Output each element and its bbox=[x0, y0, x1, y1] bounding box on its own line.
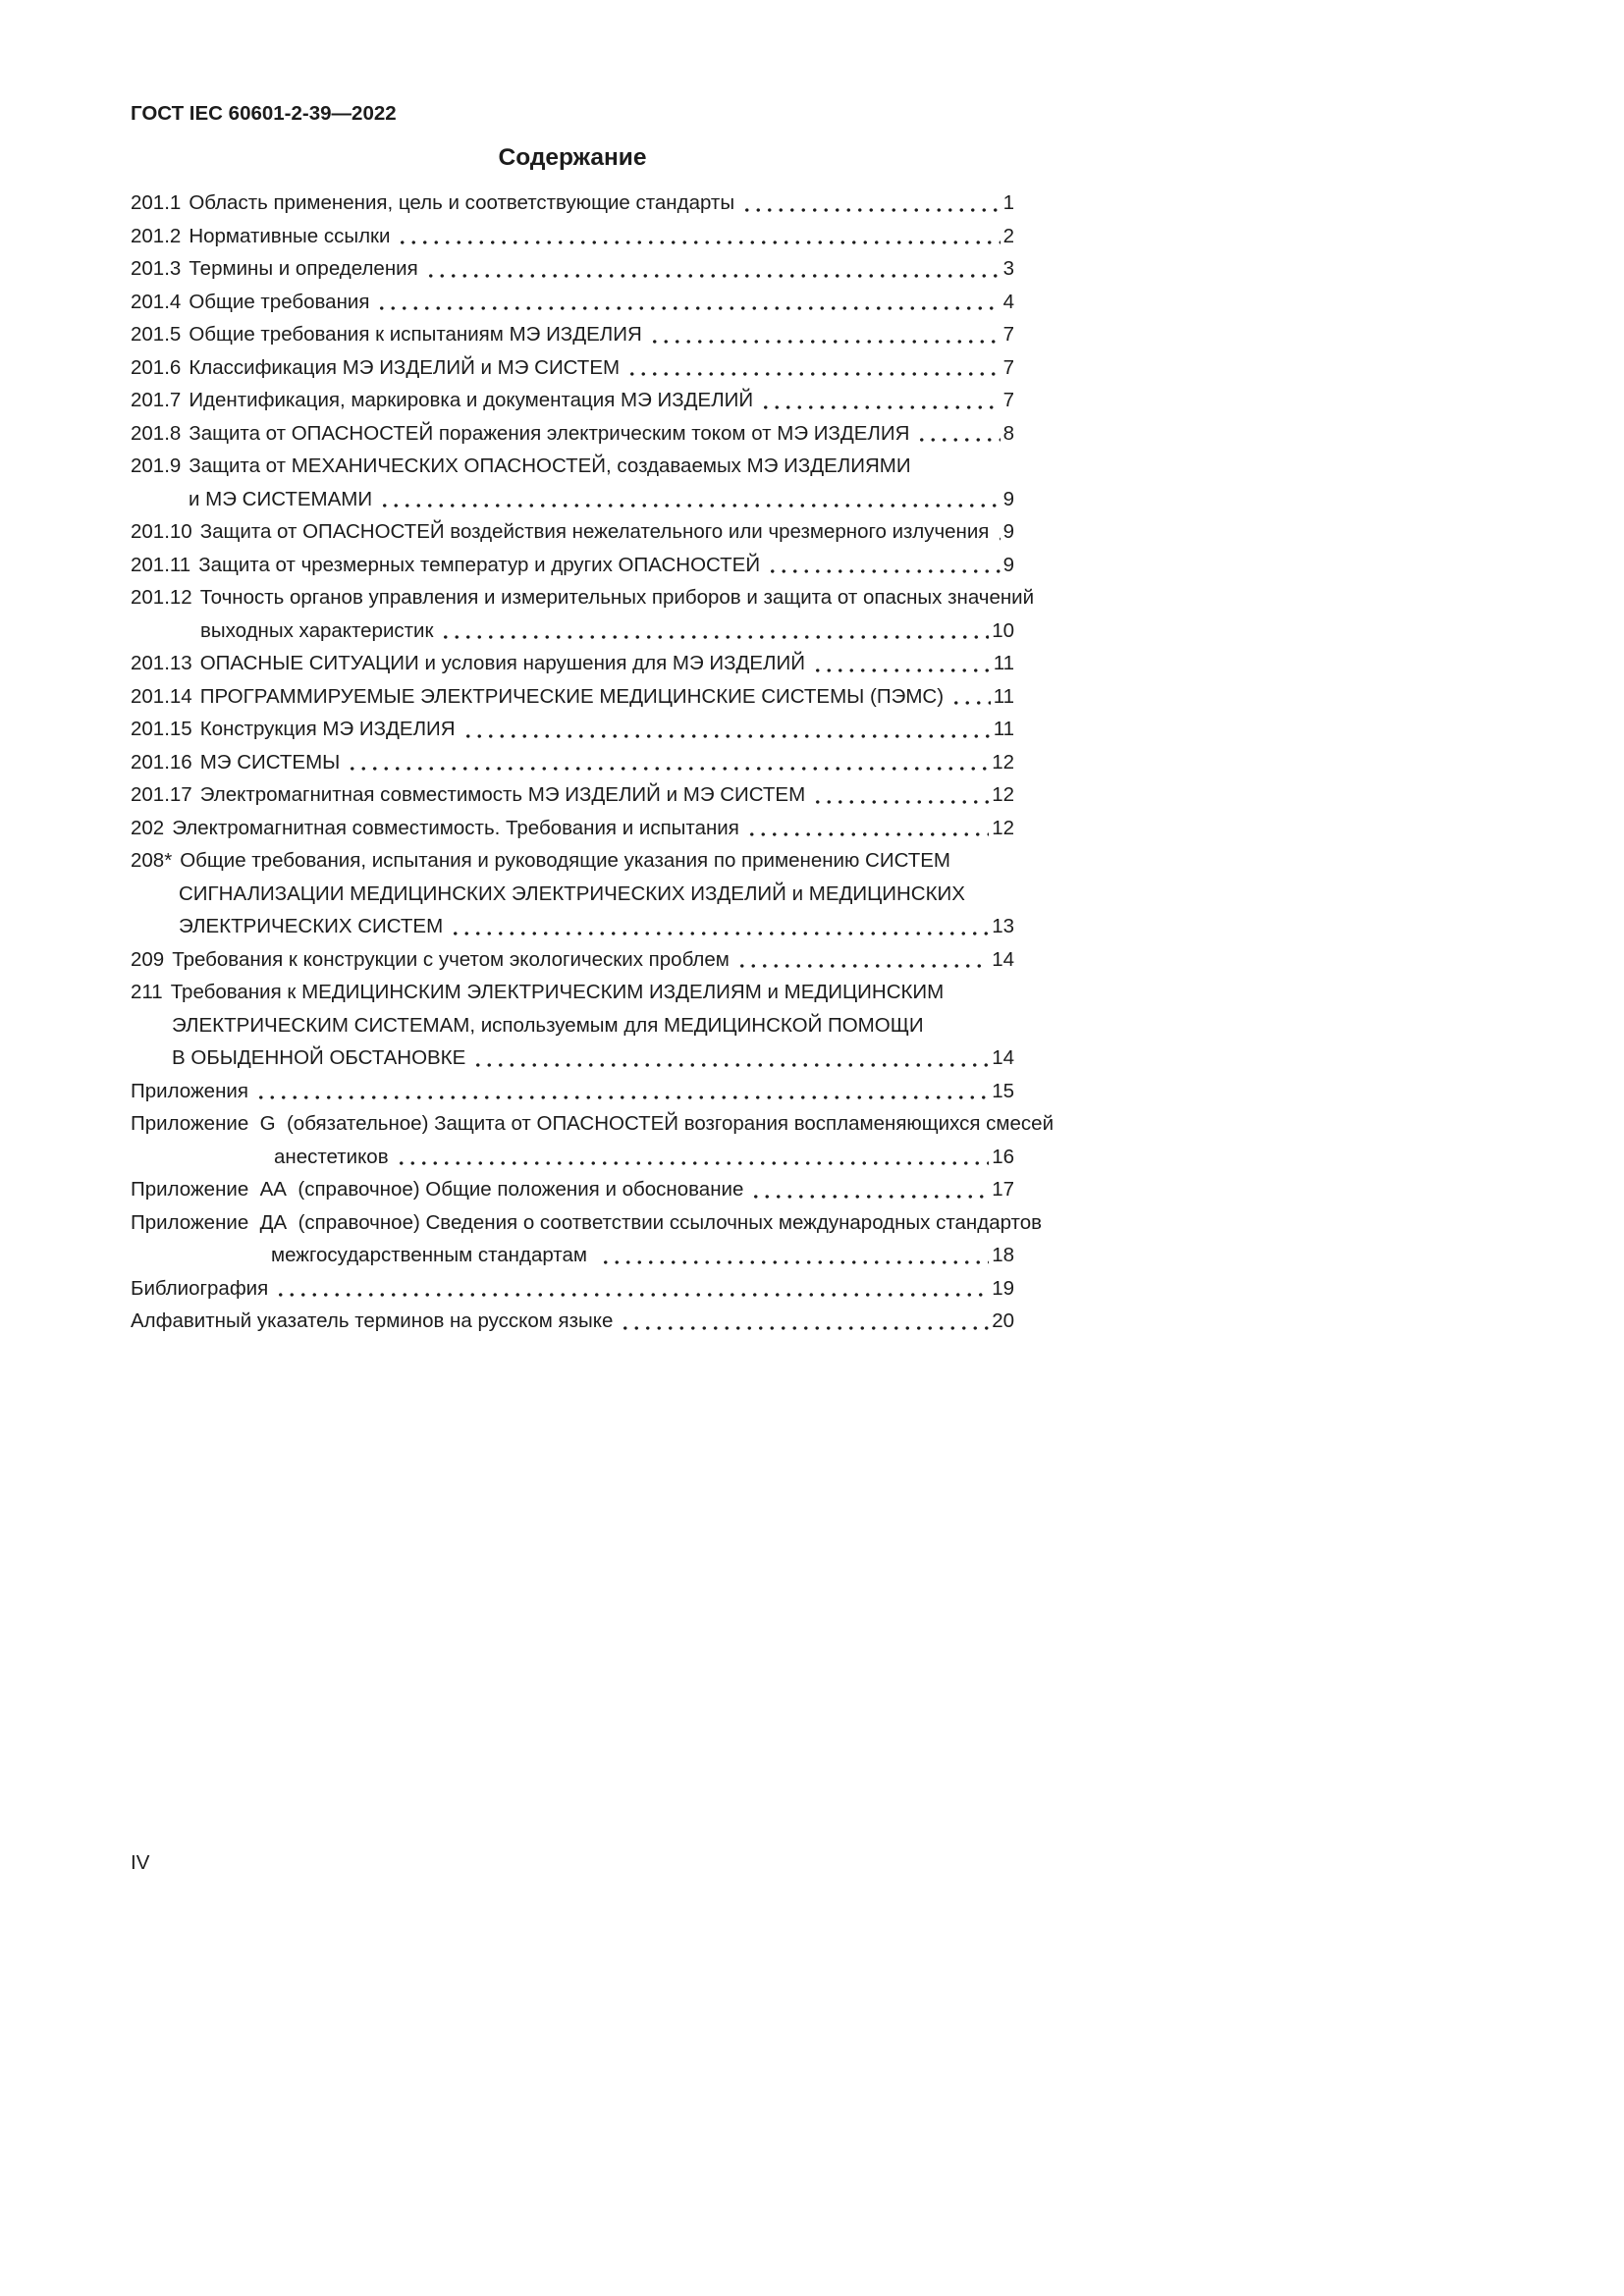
toc-line bbox=[131, 549, 1014, 582]
toc-dot-leader bbox=[448, 910, 989, 943]
toc-entry bbox=[131, 515, 1014, 549]
toc-entry-number: 201.5 bbox=[131, 323, 182, 346]
toc-entry-title: Приложение ДА (справочное) Сведения о соответствии ссылочных международных стандартов bbox=[131, 1210, 1043, 1234]
toc-entry-title: Защита от ОПАСНОСТЕЙ воздействия нежелательного или чрезмерного излучения bbox=[199, 520, 990, 543]
toc-page-number: 7 bbox=[1002, 323, 1014, 346]
toc-entry-number: 201.16 bbox=[131, 750, 192, 774]
toc-entry-number: 202 bbox=[131, 816, 165, 839]
toc-page-number: 18 bbox=[992, 1244, 1014, 1266]
toc-line bbox=[131, 318, 1014, 351]
toc-dot-leader bbox=[374, 286, 1000, 319]
toc-entry bbox=[131, 976, 1014, 1075]
toc-dot-leader bbox=[253, 1075, 989, 1108]
toc-entry-number: 201.14 bbox=[131, 684, 192, 708]
toc-line bbox=[131, 417, 1014, 451]
toc-page-number: 2 bbox=[1002, 224, 1014, 247]
toc-dot-leader bbox=[739, 187, 1001, 220]
toc-entry-title-continued: анестетиков bbox=[274, 1145, 389, 1168]
toc-entry-title: Общие требования, испытания и руководящие указания по применению СИСТЕМ bbox=[180, 849, 950, 872]
toc-entry-number: 201.1 bbox=[131, 191, 182, 214]
toc-dot-leader bbox=[598, 1239, 990, 1272]
folio-label: IV bbox=[131, 1851, 150, 1874]
toc-line bbox=[131, 384, 1014, 417]
toc-dot-leader bbox=[395, 220, 1000, 253]
toc-entry bbox=[131, 549, 1014, 582]
toc-entry-title: Электромагнитная совместимость МЭ ИЗДЕЛИЙ и МЭ СИСТЕМ bbox=[199, 783, 806, 806]
toc-entry-number: 201.8 bbox=[131, 421, 182, 445]
toc-dot-leader bbox=[618, 1305, 989, 1338]
toc-line bbox=[131, 713, 1014, 746]
toc-entry-title: ОПАСНЫЕ СИТУАЦИИ и условия нарушения для МЭ ИЗДЕЛИЙ bbox=[199, 652, 805, 674]
toc-title: Содержание bbox=[498, 144, 647, 171]
toc-dot-leader bbox=[624, 351, 1001, 385]
toc-page-number: 7 bbox=[1002, 389, 1014, 411]
toc-entry-title: Нормативные ссылки bbox=[189, 224, 391, 247]
toc-entry-number: 201.2 bbox=[131, 224, 182, 247]
toc-entry-title: Алфавитный указатель терминов на русском языке bbox=[131, 1309, 614, 1332]
toc-line bbox=[131, 187, 1014, 220]
toc-entry bbox=[131, 384, 1014, 417]
toc-entry-number: 201.15 bbox=[131, 718, 192, 740]
toc-page-number: 9 bbox=[1002, 487, 1014, 510]
toc-line bbox=[131, 910, 1014, 943]
toc-entry-title: Конструкция МЭ ИЗДЕЛИЯ bbox=[199, 718, 456, 740]
toc-entry-title: Библиография bbox=[131, 1276, 269, 1300]
toc-page-number: 11 bbox=[993, 684, 1014, 708]
toc-list bbox=[131, 187, 1055, 1338]
toc-dot-leader bbox=[345, 746, 989, 779]
toc-page-number: 1 bbox=[1002, 191, 1014, 214]
toc-page-number: 9 bbox=[1002, 520, 1014, 543]
toc-entry bbox=[131, 778, 1014, 812]
toc-line bbox=[131, 483, 1014, 516]
toc-entry-title: Приложение G (обязательное) Защита от ОПАСНОСТЕЙ возгорания воспламеняющихся смесей bbox=[131, 1112, 1055, 1135]
toc-line bbox=[131, 252, 1014, 286]
toc-entry bbox=[131, 450, 1014, 515]
toc-dot-leader bbox=[460, 713, 991, 746]
toc-line bbox=[131, 1305, 1014, 1338]
toc-page-number: 14 bbox=[992, 947, 1014, 971]
toc-page-number: 3 bbox=[1002, 257, 1014, 280]
toc-line bbox=[131, 680, 1014, 714]
toc-line bbox=[131, 1206, 1043, 1240]
toc-entry-title-continued: межгосударственным стандартам bbox=[271, 1244, 593, 1266]
toc-entry-number: 201.13 bbox=[131, 652, 192, 674]
toc-entry-number: 201.12 bbox=[131, 586, 192, 609]
doc-id: ГОСТ IEC 60601-2-39—2022 bbox=[131, 102, 397, 125]
toc-page-number: 13 bbox=[992, 915, 1014, 937]
toc-entry-title: ПРОГРАММИРУЕМЫЕ ЭЛЕКТРИЧЕСКИЕ МЕДИЦИНСКИЕ СИСТЕМЫ (ПЭМС) bbox=[199, 684, 945, 708]
toc-line bbox=[131, 778, 1014, 812]
toc-entry bbox=[131, 680, 1014, 714]
toc-page-number: 12 bbox=[992, 783, 1014, 806]
toc-entry-title-continued: В ОБЫДЕННОЙ ОБСТАНОВКЕ bbox=[172, 1046, 466, 1069]
toc-line bbox=[131, 286, 1014, 319]
toc-line bbox=[131, 976, 1014, 1009]
toc-entry-title-continued: ЭЛЕКТРИЧЕСКИХ СИСТЕМ bbox=[179, 915, 444, 937]
toc-entry bbox=[131, 252, 1014, 286]
toc-dot-leader bbox=[438, 614, 989, 648]
toc-entry bbox=[131, 1272, 1014, 1306]
toc-line bbox=[131, 1272, 1014, 1306]
toc-entry-number: 201.11 bbox=[131, 553, 191, 576]
toc-page-number: 11 bbox=[993, 652, 1014, 674]
toc-entry-title: Требования к конструкции с учетом экологических проблем bbox=[172, 947, 730, 971]
toc-entry-title: Термины и определения bbox=[189, 257, 418, 280]
toc-entry-title-continued: и МЭ СИСТЕМАМИ bbox=[189, 487, 373, 510]
toc-entry bbox=[131, 1075, 1014, 1108]
toc-entry-number: 208* bbox=[131, 849, 173, 872]
toc-dot-leader bbox=[765, 549, 1001, 582]
toc-line bbox=[131, 1141, 1014, 1174]
toc-page-number: 15 bbox=[992, 1079, 1014, 1102]
toc-line bbox=[131, 878, 1014, 911]
toc-line bbox=[131, 1239, 1014, 1272]
toc-dot-leader bbox=[948, 680, 991, 714]
toc-entry bbox=[131, 220, 1014, 253]
toc-dot-leader bbox=[734, 943, 989, 977]
toc-entry bbox=[131, 1305, 1014, 1338]
toc-entry bbox=[131, 417, 1014, 451]
toc-page-number: 7 bbox=[1002, 355, 1014, 379]
toc-entry-number: 201.17 bbox=[131, 783, 192, 806]
toc-entry-title: Приложение АА (справочное) Общие положения и обоснование bbox=[131, 1178, 744, 1201]
toc-dot-leader bbox=[914, 417, 1000, 451]
toc-entry bbox=[131, 844, 1014, 943]
toc-line bbox=[131, 1009, 1014, 1042]
toc-entry-title: Область применения, цель и соответствующие стандарты bbox=[189, 191, 735, 214]
toc-line bbox=[131, 1075, 1014, 1108]
toc-entry bbox=[131, 746, 1014, 779]
toc-dot-leader bbox=[647, 318, 1001, 351]
toc-entry bbox=[131, 812, 1014, 845]
toc-entry-title: Защита от ОПАСНОСТЕЙ поражения электрическим током от МЭ ИЗДЕЛИЯ bbox=[189, 421, 910, 445]
toc-entry-title: Общие требования к испытаниям МЭ ИЗДЕЛИЯ bbox=[189, 323, 642, 346]
toc-entry bbox=[131, 1107, 1055, 1173]
toc-entry bbox=[131, 1173, 1014, 1206]
toc-page-number: 19 bbox=[992, 1276, 1014, 1300]
toc-entry-number: 201.3 bbox=[131, 257, 182, 280]
page-content bbox=[131, 0, 1055, 1338]
toc-entry-title: Общие требования bbox=[189, 290, 370, 313]
toc-entry-title-continued: выходных характеристик bbox=[200, 618, 434, 642]
toc-page-number: 12 bbox=[992, 816, 1014, 839]
toc-dot-leader bbox=[394, 1141, 990, 1174]
toc-entry-number: 211 bbox=[131, 981, 163, 1003]
toc-line bbox=[131, 1107, 1055, 1141]
toc-entry bbox=[131, 1206, 1043, 1272]
toc-page-number: 14 bbox=[992, 1046, 1014, 1069]
toc-page-number: 20 bbox=[992, 1309, 1014, 1332]
toc-dot-leader bbox=[744, 812, 989, 845]
toc-line bbox=[131, 515, 1014, 549]
toc-page-number: 4 bbox=[1002, 290, 1014, 313]
toc-entry-title: Защита от чрезмерных температур и других ОПАСНОСТЕЙ bbox=[198, 553, 761, 576]
toc-page-number: 8 bbox=[1002, 421, 1014, 445]
toc-dot-leader bbox=[377, 483, 1001, 516]
toc-entry-title: Требования к МЕДИЦИНСКИМ ЭЛЕКТРИЧЕСКИМ ИЗДЕЛИЯМ и МЕДИЦИНСКИМ bbox=[170, 981, 945, 1003]
toc-line bbox=[131, 647, 1014, 680]
toc-dot-leader bbox=[758, 384, 1000, 417]
toc-page-number: 10 bbox=[992, 618, 1014, 642]
toc-entry-title: МЭ СИСТЕМЫ bbox=[199, 750, 341, 774]
toc-entry bbox=[131, 581, 1035, 647]
toc-dot-leader bbox=[810, 647, 991, 680]
toc-entry bbox=[131, 187, 1014, 220]
toc-dot-leader bbox=[994, 515, 1000, 549]
toc-line bbox=[131, 450, 1014, 483]
toc-entry-title: Приложения bbox=[131, 1079, 248, 1102]
toc-line bbox=[131, 746, 1014, 779]
toc-entry-title: Защита от МЕХАНИЧЕСКИХ ОПАСНОСТЕЙ, создаваемых МЭ ИЗДЕЛИЯМИ bbox=[189, 454, 911, 477]
toc-entry-number: 209 bbox=[131, 947, 165, 971]
toc-dot-leader bbox=[273, 1272, 989, 1306]
toc-page-number: 12 bbox=[992, 750, 1014, 774]
toc-dot-leader bbox=[748, 1173, 989, 1206]
toc-entry-title-continued: СИГНАЛИЗАЦИИ МЕДИЦИНСКИХ ЭЛЕКТРИЧЕСКИХ ИЗДЕЛИЙ и МЕДИЦИНСКИХ bbox=[179, 881, 965, 905]
toc-line bbox=[131, 1173, 1014, 1206]
toc-line bbox=[131, 844, 1014, 878]
toc-line bbox=[131, 220, 1014, 253]
toc-entry-title-continued: ЭЛЕКТРИЧЕСКИМ СИСТЕМАМ, используемым для МЕДИЦИНСКОЙ ПОМОЩИ bbox=[172, 1013, 924, 1037]
toc-page-number: 16 bbox=[992, 1145, 1014, 1168]
toc-page-number: 9 bbox=[1002, 553, 1014, 576]
toc-entry bbox=[131, 318, 1014, 351]
toc-entry-number: 201.10 bbox=[131, 520, 192, 543]
toc-entry-title: Классификация МЭ ИЗДЕЛИЙ и МЭ СИСТЕМ bbox=[189, 355, 621, 379]
toc-entry-title: Идентификация, маркировка и документация МЭ ИЗДЕЛИЙ bbox=[189, 389, 754, 411]
toc-entry bbox=[131, 713, 1014, 746]
toc-line bbox=[131, 351, 1014, 385]
toc-entry-number: 201.4 bbox=[131, 290, 182, 313]
toc-entry-title: Электромагнитная совместимость. Требования и испытания bbox=[172, 816, 739, 839]
toc-line bbox=[131, 1041, 1014, 1075]
toc-entry-number: 201.6 bbox=[131, 355, 182, 379]
toc-dot-leader bbox=[423, 252, 1001, 286]
toc-line bbox=[131, 581, 1035, 614]
toc-entry-number: 201.7 bbox=[131, 389, 182, 411]
toc-line bbox=[131, 943, 1014, 977]
toc-page-number: 11 bbox=[993, 718, 1014, 740]
toc-entry bbox=[131, 351, 1014, 385]
toc-line bbox=[131, 812, 1014, 845]
toc-dot-leader bbox=[470, 1041, 989, 1075]
toc-line bbox=[131, 614, 1014, 648]
toc-page-number: 17 bbox=[992, 1178, 1014, 1201]
toc-entry-number: 201.9 bbox=[131, 454, 182, 477]
toc-entry-title: Точность органов управления и измерительных приборов и защита от опасных значений bbox=[199, 586, 1035, 609]
toc-entry bbox=[131, 286, 1014, 319]
toc-entry bbox=[131, 647, 1014, 680]
toc-entry bbox=[131, 943, 1014, 977]
toc-dot-leader bbox=[810, 778, 989, 812]
